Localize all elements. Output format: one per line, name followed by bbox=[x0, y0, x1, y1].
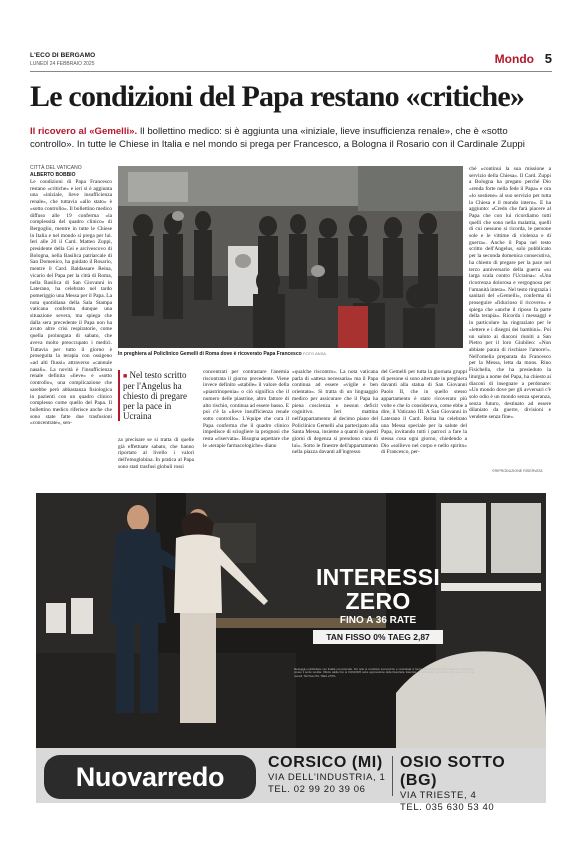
byline: ALBERTO BOBBIO bbox=[30, 172, 76, 178]
promo-line-2: ZERO bbox=[345, 588, 411, 614]
article-column-3: concentrati per contrastare l'anemia riscontrata il giorno precedente. Viene invece definito «stabile» il valore della «piastrinopenia» o ciò significa che il numero delle piastrine, altro fattore di alto rischio, continua ad essere basso. E poi c'è la «lieve insufficienza renale sotto controllo». L'équipe che cura il Papa conferma che il quadro clinico impedisce di sciogliere la prognosi che resta «riservata». Bisogna aspettare che le «terapie farmacologiche» diano bbox=[203, 369, 289, 449]
article-column-2: za precisare se si tratta di quelle già effettuate sabato, che hanno riportato al livello i valori dell'emoglobina. In pratica al Papa sono stati trasfusi globuli rossi bbox=[118, 437, 194, 470]
store-osio-sotto bbox=[400, 754, 546, 814]
caption-text: In preghiera al Policlinico Gemelli di Roma dove è ricoverato Papa Francesco bbox=[118, 351, 302, 357]
praying-crowd-photo bbox=[118, 166, 463, 348]
deck-kicker: Il ricovero al «Gemelli». bbox=[30, 126, 138, 137]
store-phone[interactable]: TEL. 02 99 20 39 06 bbox=[268, 784, 366, 795]
article-column-5: del Gemelli per tutta la giornata gruppi di persone si sono alternate in preghiera davanti alla statua di San Giovanni Paolo II, che in quello stesso appartamento è stato ricoverato più volte e che lo considerava, come ebbe a dire, il Vaticano III. A San Giovanni in Laterano il Card. Reina ha celebrato una Messa speciale per la salute del Papa, invitando tutti i parroci a fare la stessa cosa ogni giorno, chiedendo a Dio «sollievo nel corpo e nello spirito» di Francesco, per- bbox=[381, 369, 467, 456]
ad-footer bbox=[36, 748, 546, 813]
brand-logo[interactable]: Nuovarredo bbox=[44, 755, 256, 799]
promo-line-1: INTERESSI bbox=[315, 564, 441, 590]
ad-legal-text: Messaggio pubblicitario con finalità promozionale. Per tutte le condizioni economiche e contrattuali si faccia riferimento alla documentazione disponibile presso il punto vendita. Offerta valida fino al 31/03/2025 salvo approvazione della finanziaria. Esempio: importo totale del credito 3.000 euro in 36 rate mensili, TAN fisso 0%, TAEG 2,87%. bbox=[294, 668, 474, 678]
pull-quote bbox=[118, 370, 198, 421]
showroom-photo bbox=[36, 493, 546, 748]
copyright-note: ©RIPRODUZIONE RISERVATA bbox=[492, 469, 543, 473]
promo-rates: TAN FISSO 0% TAEG 2,87 bbox=[313, 630, 443, 644]
publication-name: L'ECO DI BERGAMO bbox=[30, 52, 96, 59]
promo-subtitle: FINO A 36 RATE bbox=[339, 615, 417, 626]
dateline: CITTÀ DEL VATICANO bbox=[30, 165, 82, 171]
article-column-1: Le condizioni di Papa Francesco restano «critiche» e ieri si è aggiunta una «iniziale, lieve insufficienza renale», che tuttavia «allo stato» è «sotto controllo». Il bollettino medico diffuso alle 19 conferma «la complessità del quadro clinico» di Bergoglio, mentre in tutte le Chiese in Italia e nel mondo si prega per lui. Ieri alle 20 il Card. Matteo Zuppi, presidente della Cei e arcivescovo di Bologna, nella Basilica patriarcale di San Domenico, ha guidato il Rosario, mentre il Card. Baldassare Reina, vicario del Papa per la città di Roma, nella Basilica di San Giovanni in Laterano, ha celebrato nel tardo pomeriggio una Messa per il Papa. La nota quotidiana della Sala Stampa vaticana conferma dunque una situazione severa, ma spiega che dalla sera precedente il Papa non ha avuto altre crisi respiratorie, come quella prolungata di sabato, che aveva molto preoccupato i medici. Tuttavia per tutto il giorno è proseguita la terapia con ossigeno «ad alti flussi» attraverso «cannule nasali». La novità è l'insufficienza renale definita «lieve» e «sotto controllo», una complicazione che sarebbe però abbastanza fisiologica in pazienti con un quadro clinico complesso come quello del Papa. Il bollettino medico riferisce anche che sono state fatte due trasfusioni «concentrate», sen- bbox=[30, 179, 112, 427]
store-address: VIA DELL'INDUSTRIA, 1 bbox=[268, 772, 386, 783]
deck-text: Il bollettino medico: si è aggiunta una «iniziale, lieve insufficienza renale», che è «sotto controllo». In tutte le Chiese in Italia e nel mondo si prega per Francesco, a Bologna il Rosario con il Cardinale Zuppi bbox=[30, 126, 525, 150]
store-address: VIA TRIESTE, 4 bbox=[400, 790, 477, 801]
pull-quote-text: Nel testo scritto per l'Angelus ha chiesto di pregare per la pace in Ucraina bbox=[123, 370, 187, 421]
divider bbox=[392, 756, 393, 796]
store-phone[interactable]: TEL. 035 630 53 40 bbox=[400, 802, 495, 813]
photo-credit: FOTO ANSA bbox=[303, 351, 326, 356]
page-header bbox=[30, 50, 552, 72]
page-number: 5 bbox=[544, 51, 552, 66]
store-city: OSIO SOTTO (BG) bbox=[400, 754, 506, 789]
furniture-ad[interactable] bbox=[36, 493, 546, 748]
issue-date: LUNEDÌ 24 FEBBRAIO 2025 bbox=[30, 61, 95, 67]
section-label: Mondo bbox=[494, 52, 534, 66]
store-corsico bbox=[268, 754, 385, 796]
photo-caption bbox=[118, 351, 463, 357]
promo-block bbox=[313, 565, 443, 644]
square-bullet-icon: ■ bbox=[123, 372, 128, 380]
headline: Le condizioni del Papa restano «critiche» bbox=[30, 80, 525, 113]
article-column-right: ché «continui la sua missione a servizio della Chiesa». Il Card. Zuppi a Bologna ha pregato perché Dio «renda forte nella fede il Papa» e ora «lo sostiene» al suo servizio per tutta la Chiesa e il mondo intero». E ha aggiunto: «Credo che farà piacere al Papa che con lui ricordiamo tutti quelli che sono nella malattia, quelli di cui nessuno si ricorda, le persone sole e le vittime di violenza e di guerra». Anche il Papa nel testo scritto dell'Angelus, solo pubblicato per la seconda domenica consecutiva, ha chiesto di pregare per la pace nel terzo anniversario della guerra «su larga scala contro l'Ucraina»: «Una ricorrenza dolorosa e vergognosa per l'umanità intera». Nel testo ringrazia i sanitari del «Gemelli», conferma di proseguire «fiducioso il ricovero» e spiega che «anche il riposo fa parte della terapia». Ricorda i messaggi e in particolare ha ringraziato per le «lettere e i disegni dei bambini». Poi un saluto ai diaconi riuniti a San Pietro per il loro Giubileo: «Non abbiate paura di rischiare l'amore!». Nell'omelia preparata da Francesco per la Messa, letta da mons. Rino Fisichella, che ha presieduto la liturgia a nome del Papa, ha chiesto ai diaconi di insegnare a perdonare: «Un mondo dove per gli avversari c'è solo odio è un mondo senza speranza, senza futuro, destinato ad essere dilaniato da guerre, divisioni e vendette senza fine». bbox=[469, 166, 551, 421]
article-column-4: «qualche riscontro». La nota vaticana parla di «attesa necessaria» ma il Papa continua ad essere «vigile e ben orientato». Si tratta di un linguaggio medico per assicurare che il Papa ha piena coscienza e nessun deficit cognitivo. Ieri mattina nell'appartamento al decimo piano del Policlinico Gemelli «ha partecipato alla Santa Messa, insieme a quanti in questi giorni di degenza si prendono cura di lui». Sotto le finestre dell'appartamento nella piazza davanti all'ingresso bbox=[292, 369, 378, 456]
store-city: CORSICO (MI) bbox=[268, 754, 383, 771]
article-deck bbox=[30, 125, 552, 151]
news-photo bbox=[118, 166, 463, 348]
